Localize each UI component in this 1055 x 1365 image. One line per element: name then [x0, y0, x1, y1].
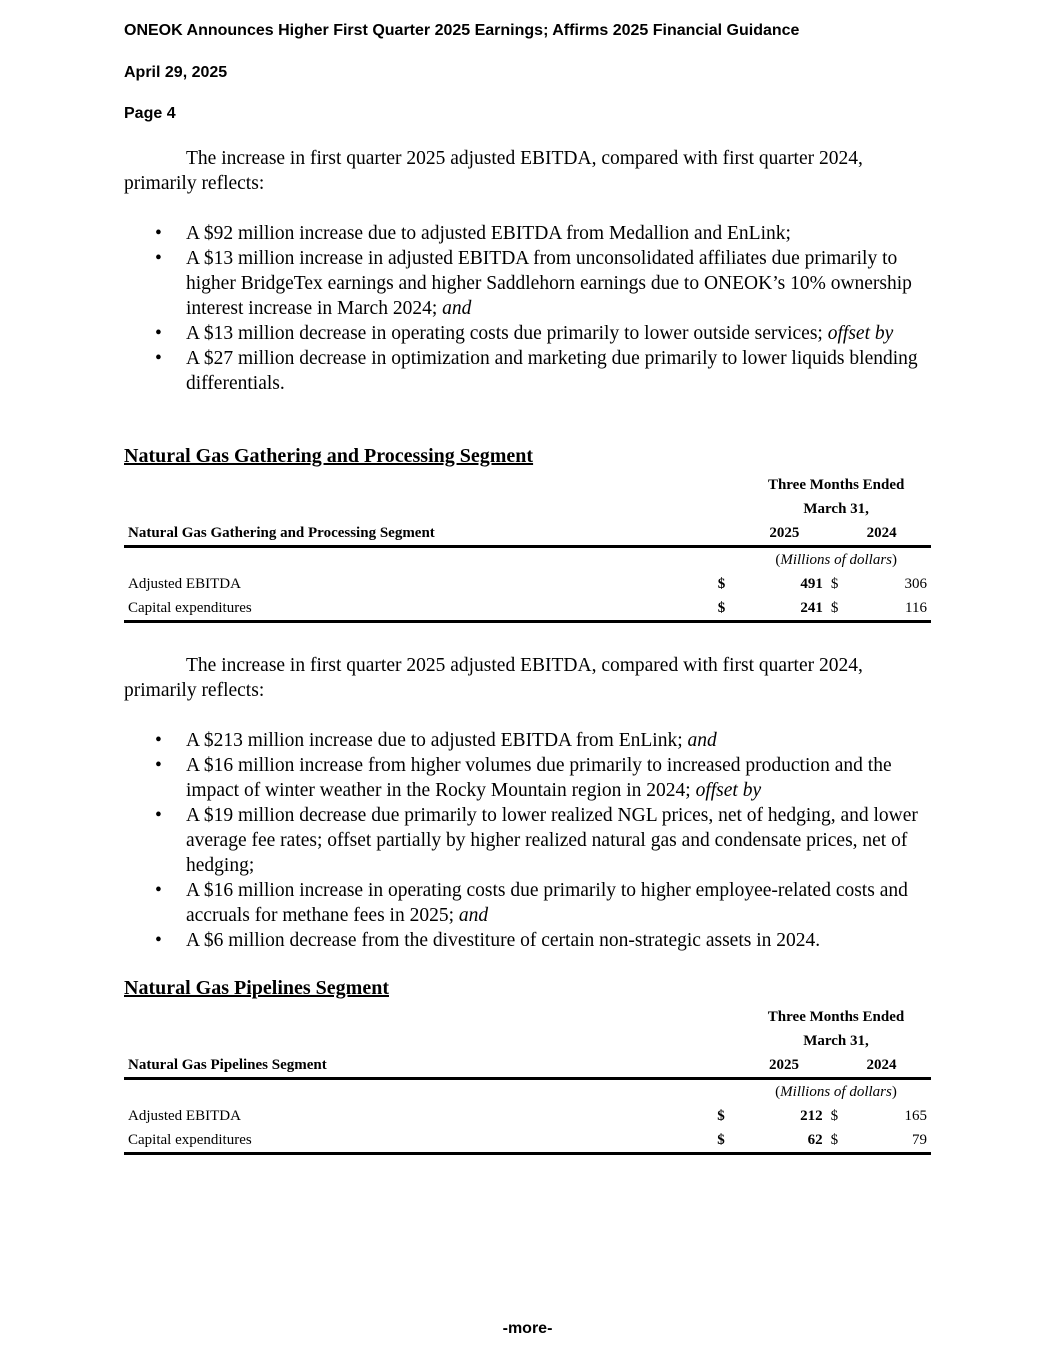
section-heading-pipelines: Natural Gas Pipelines Segment [124, 977, 389, 999]
pipelines-table [124, 1005, 931, 1155]
segment-column-header: Natural Gas Pipelines Segment [124, 1053, 713, 1079]
units-note: (Millions of dollars) [775, 1083, 897, 1100]
document-title: ONEOK Announces Higher First Quarter 2025 Earnings; Affirms 2025 Financial Guidance [124, 22, 800, 39]
units-note: (Millions of dollars) [775, 551, 898, 568]
intro-paragraph-1 [124, 146, 932, 196]
list-item: • A $27 million decrease in optimization and marketing due primarily to lower liquids blending differentials. [155, 348, 918, 394]
period-date-header: March 31, [803, 1032, 869, 1049]
list-item: • A $16 million increase in operating costs due primarily to higher employee-related costs and accruals for methane fees in 2025; and [155, 880, 908, 926]
period-header: Three Months Ended [767, 476, 905, 493]
document-date: April 29, 2025 [124, 64, 228, 81]
period-date-header: March 31, [803, 500, 869, 517]
section-heading-gathering-processing: Natural Gas Gathering and Processing Segment [124, 445, 534, 467]
list-item: • A $13 million decrease in operating costs due primarily to lower outside services; offset by [155, 323, 894, 344]
year-2025-header: 2025 [741, 521, 827, 547]
page-number: Page 4 [124, 105, 176, 122]
table-row: Capital expenditures $ 62 $ 79 [124, 1128, 931, 1154]
reasons-list-2 [124, 728, 932, 953]
intro-paragraph-2 [124, 653, 932, 703]
year-2025-header: 2025 [741, 1053, 827, 1079]
segment-column-header: Natural Gas Gathering and Processing Segment [124, 521, 714, 547]
list-item: • A $6 million decrease from the divestiture of certain non-strategic assets in 2024. [155, 930, 821, 951]
year-2024-header: 2024 [856, 1053, 931, 1079]
gathering-processing-table [124, 473, 931, 623]
table-row: Adjusted EBITDA $ 491 $ 306 [128, 575, 927, 592]
list-item: • A $19 million decrease due primarily to lower realized NGL prices, net of hedging, and lower average fee rates; offset partially by higher realized natural gas and condensate prices, net of hedging; [155, 805, 918, 876]
list-item: • A $92 million increase due to adjusted EBITDA from Medallion and EnLink; [155, 223, 791, 244]
list-item: • A $16 million increase from higher volumes due primarily to increased production and the impact of winter weather in the Rocky Mountain region in 2024; offset by [155, 755, 892, 801]
reasons-list-1 [124, 221, 932, 396]
table-row: Capital expenditures $ 241 $ 116 [124, 596, 931, 622]
intro-paragraph-1-text: The increase in first quarter 2025 adjusted EBITDA, compared with first quarter 2024, primarily reflects: [124, 148, 863, 194]
intro-paragraph-2-text: The increase in first quarter 2025 adjusted EBITDA, compared with first quarter 2024, primarily reflects: [124, 655, 863, 701]
list-item: • A $13 million increase in adjusted EBITDA from unconsolidated affiliates due primarily to higher BridgeTex earnings and higher Saddlehorn earnings due to ONEOK’s 10% ownership interest increase in March 2024; and [155, 248, 912, 319]
list-item: • A $213 million increase due to adjusted EBITDA from EnLink; and [155, 730, 717, 751]
table-row: Adjusted EBITDA $ 212 $ 165 [128, 1107, 927, 1124]
page-footer: -more- [502, 1320, 553, 1337]
year-2024-header: 2024 [857, 521, 931, 547]
period-header: Three Months Ended [767, 1008, 905, 1025]
